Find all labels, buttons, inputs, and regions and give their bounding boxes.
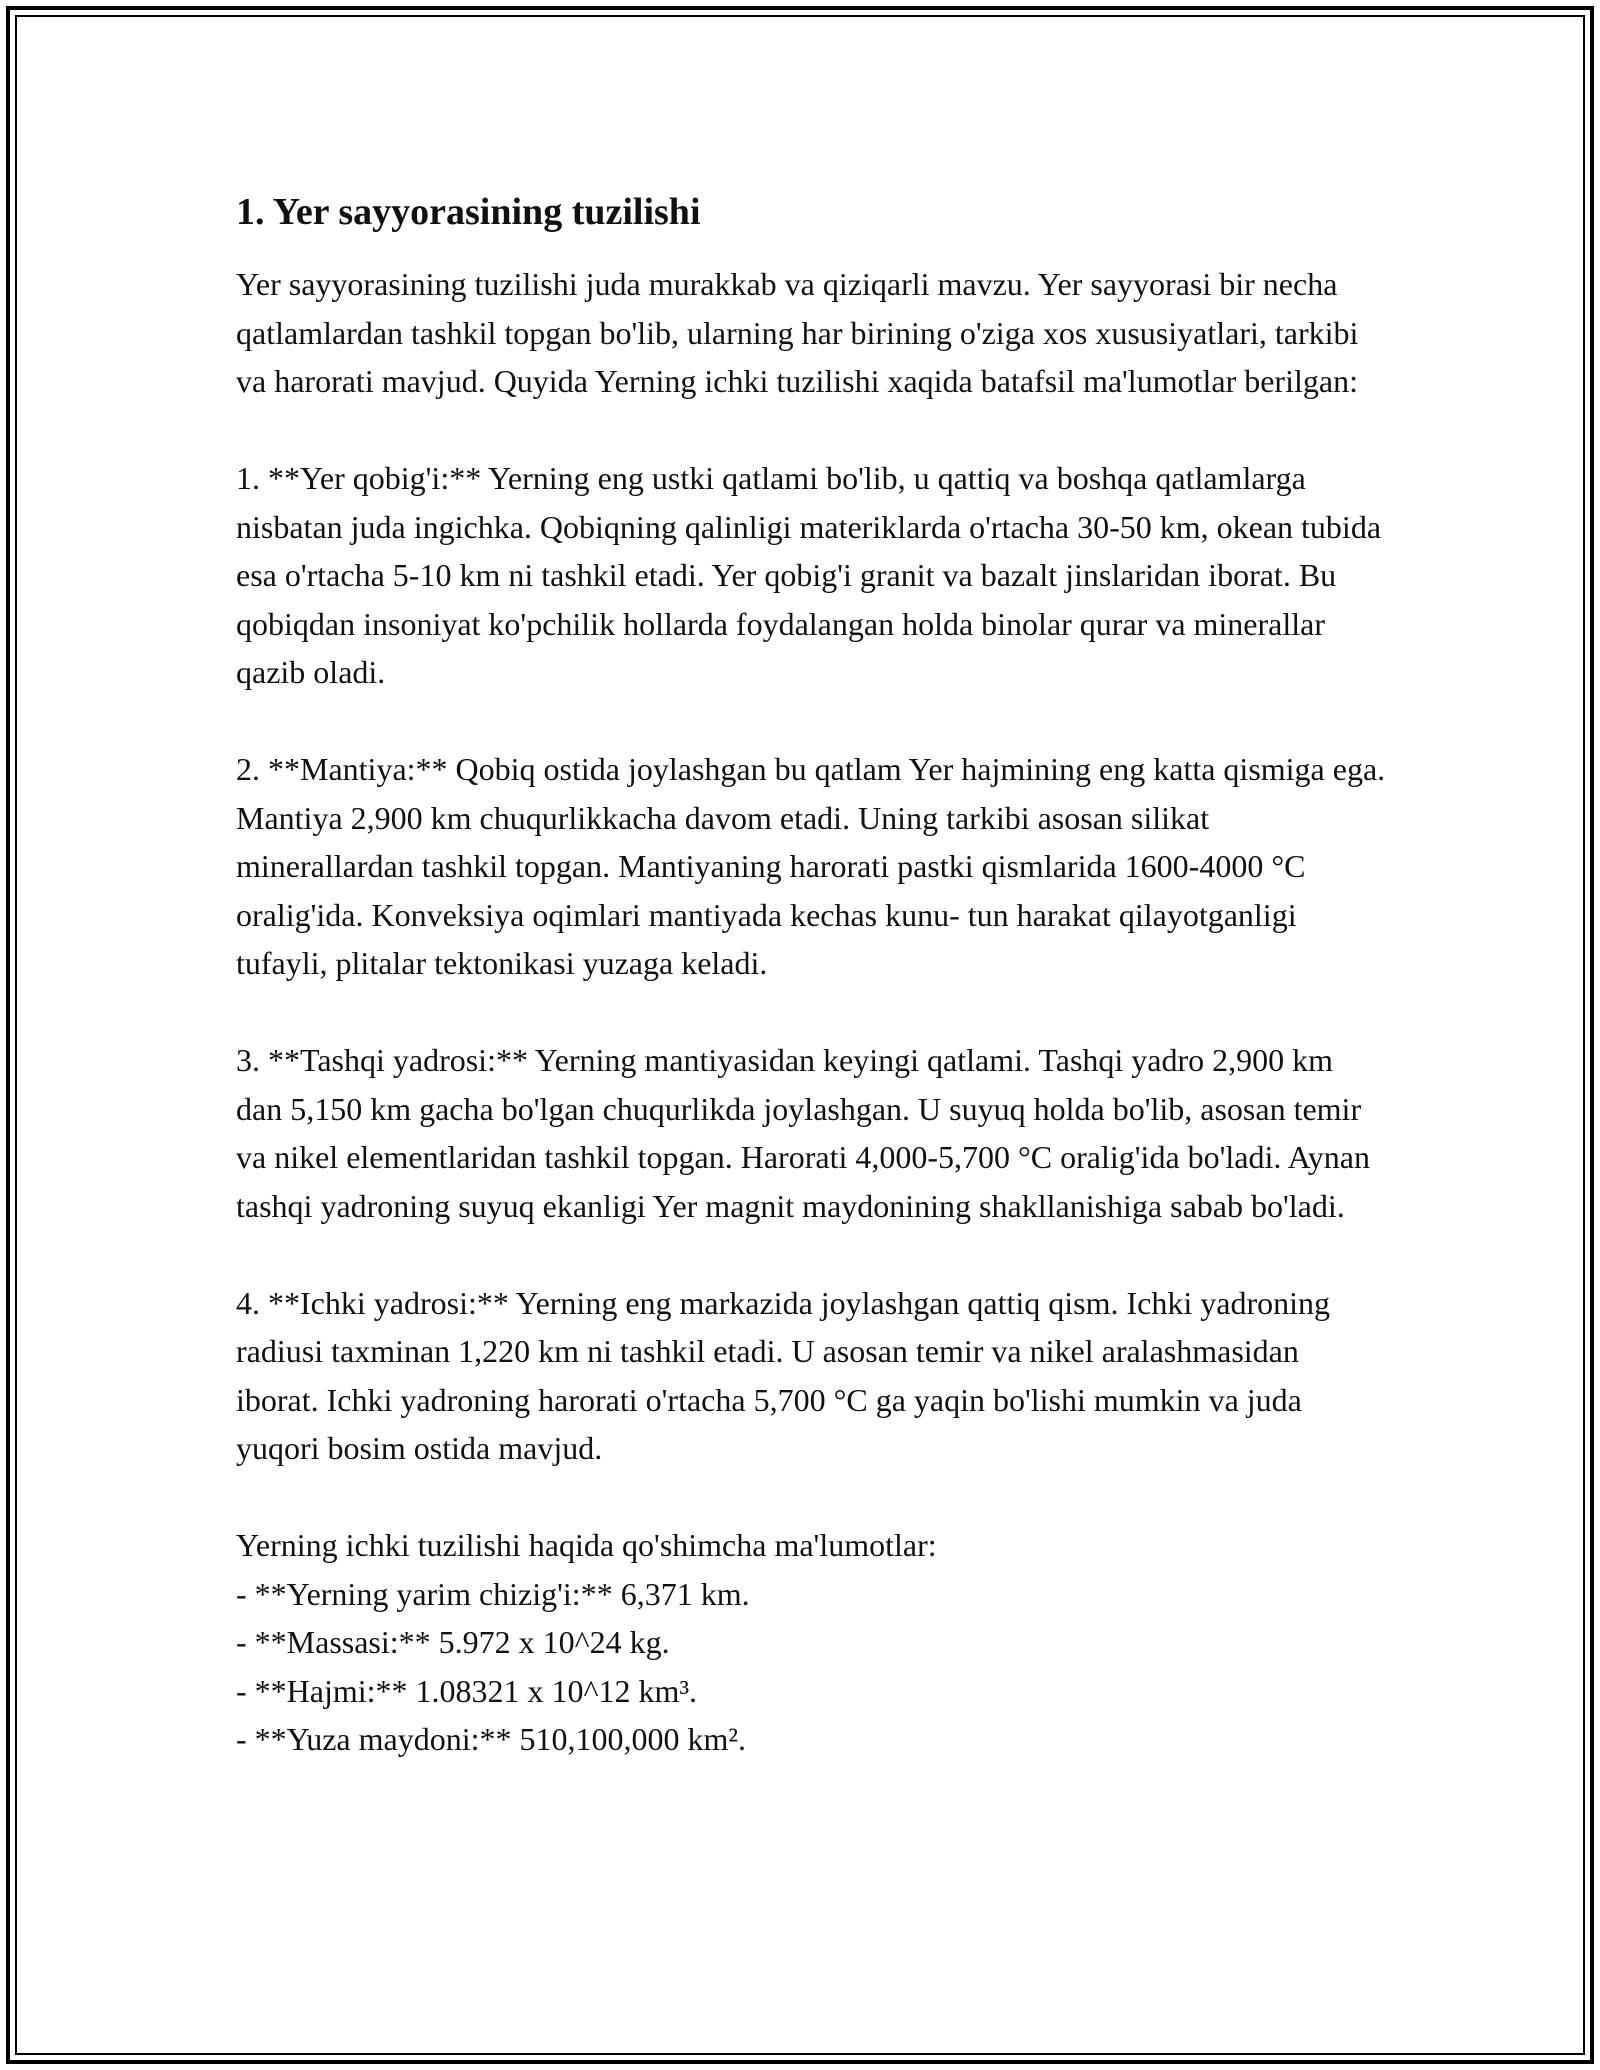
section-inner-core: 4. **Ichki yadrosi:** Yerning eng markazida joylashgan qattiq qism. Ichki yadroning radiusi taxminan 1,220 km ni tashkil etadi. U asosan temir va nikel aralashmasidan iborat. Ichki yadroning harorati o'rtacha 5,700 °C ga yaqin bo'lishi mumkin va juda yuqori bosim ostida mavjud. <box>236 1284 1339 1466</box>
extra-info-item-surface: - **Yuza maydoni:** 510,100,000 km². <box>236 1721 746 1757</box>
paragraph-spacer <box>236 697 1386 746</box>
section-outer-core: 3. **Tashqi yadrosi:** Yerning mantiyasidan keyingi qatlami. Tashqi yadro 2,900 km dan 5,150 km gacha bo'lgan chuqurlikda joylashgan. U suyuq holda bo'lib, asosan temir va nikel elementlaridan tashkil topgan. Harorati 4,000-5,700 °C oralig'ida bo'ladi. Aynan tashqi yadroning suyuq ekanligi Yer magnit maydonining shakllanishiga sabab bo'ladi. <box>236 1042 1378 1224</box>
extra-info-item-volume: - **Hajmi:** 1.08321 x 10^12 km³. <box>236 1672 698 1709</box>
paragraph-spacer <box>236 988 1386 1037</box>
extra-info-item-mass: - **Massasi:** 5.972 x 10^24 kg. <box>236 1624 670 1660</box>
paragraph-spacer <box>236 1473 1386 1522</box>
document-body <box>236 186 1394 1764</box>
extra-info-item-radius: - **Yerning yarim chizig'i:** 6,371 km. <box>236 1575 750 1612</box>
extra-info-block <box>236 1521 1386 1764</box>
section-mantle: 2. **Mantiya:** Qobiq ostida joylashgan bu qatlam Yer hajmining eng katta qismiga ega. Mantiya 2,900 km chuqurlikkacha davom etadi. Uning tarkibi asosan silikat minerallardan tashkil topgan. Mantiyaning harorati pastki qismlarida 1600-4000 °C oralig'ida. Konveksiya oqimlari mantiyada kechas kunu- tun harakat qilayotganligi tufayli, plitalar tektonikasi yuzaga keladi. <box>236 751 1394 981</box>
intro-paragraph: Yer sayyorasining tuzilishi juda murakkab va qiziqarli mavzu. Yer sayyorasi bir necha qatlamlardan tashkil topgan bo'lib, ularning har birining o'ziga xos xususiyatlari, tarkibi va harorati mavjud. Quyida Yerning ichki tuzilishi xaqida batafsil ma'lumotlar berilgan: <box>236 266 1367 399</box>
section-crust: 1. **Yer qobig'i:** Yerning eng ustki qatlami bo'lib, u qattiq va boshqa qatlamlarga nisbatan juda ingichka. Qobiqning qalinligi materiklarda o'rtacha 30-50 km, okean tubida esa o'rtacha 5-10 km ni tashkil etadi. Yer qobig'i granit va bazalt jinslaridan iborat. Bu qobiqdan insoniyat ko'pchilik hollarda foydalangan holda binolar qurar va minerallar qazib oladi. <box>236 460 1390 690</box>
extra-info-heading: Yerning ichki tuzilishi haqida qo'shimcha ma'lumotlar: <box>236 1527 937 1563</box>
document-title: 1. Yer sayyorasining tuzilishi <box>236 191 701 233</box>
paragraph-spacer <box>236 406 1386 455</box>
paragraph-spacer <box>236 1230 1386 1279</box>
